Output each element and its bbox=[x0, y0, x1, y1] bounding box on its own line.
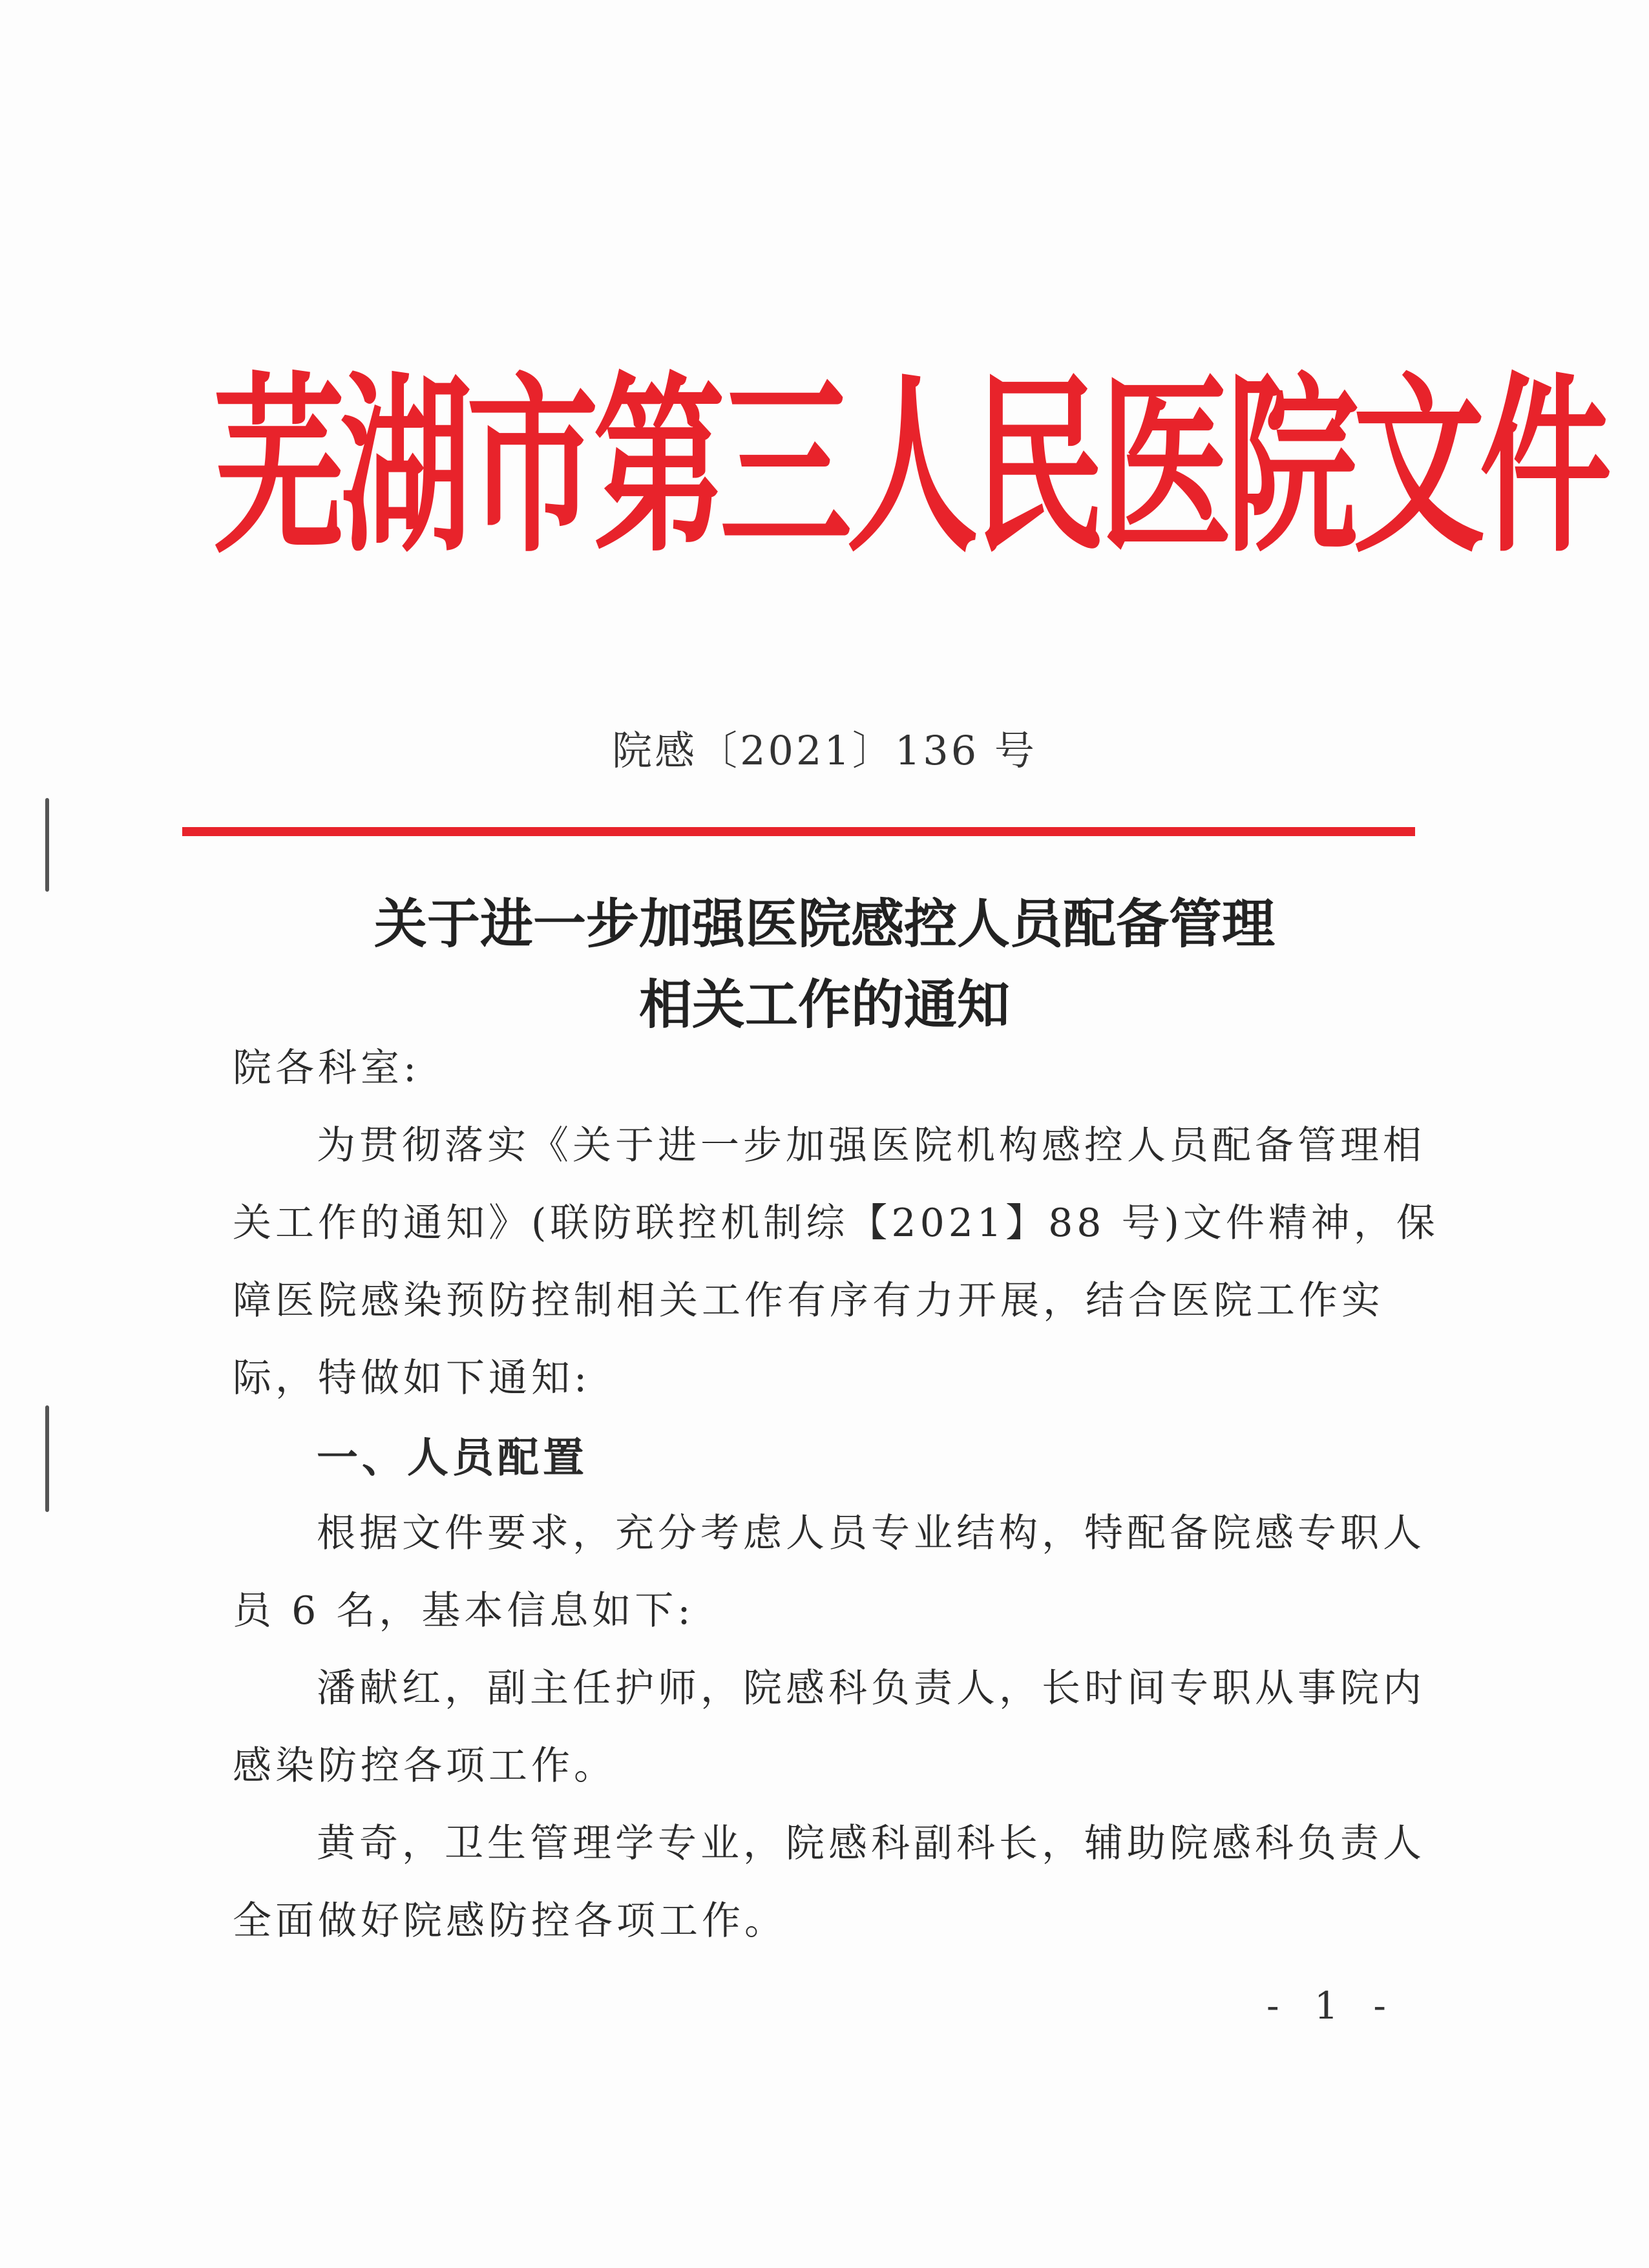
section-heading: 一、人员配置 bbox=[317, 1434, 588, 1482]
body-line: 根据文件要求，充分考虑人员专业结构，特配备院感专职人 bbox=[317, 1511, 1425, 1556]
binding-mark-bottom bbox=[45, 1405, 49, 1512]
body-line: 际，特做如下通知: bbox=[233, 1356, 591, 1401]
body-line: 潘献红，副主任护师，院感科负责人，长时间专职从事院内 bbox=[317, 1666, 1425, 1711]
body-line: 关工作的通知》(联防联控机制综【2021】88 号)文件精神，保 bbox=[233, 1201, 1439, 1246]
notice-title-line-1: 关于进一步加强医院感控人员配备管理 bbox=[373, 893, 1275, 955]
binding-mark-top bbox=[45, 798, 49, 892]
body-line: 黄奇，卫生管理学专业，院感科副科长，辅助院感科负责人 bbox=[317, 1821, 1425, 1866]
body-line: 全面做好院感防控各项工作。 bbox=[233, 1898, 787, 1944]
page-number: - 1 - bbox=[1266, 1984, 1398, 2028]
salutation: 院各科室: bbox=[233, 1045, 421, 1091]
body-line: 感染防控各项工作。 bbox=[233, 1743, 616, 1789]
body-line: 员 6 名，基本信息如下: bbox=[233, 1588, 695, 1633]
notice-title-line-2: 相关工作的通知 bbox=[638, 974, 1010, 1036]
red-header-title: 芜湖市第三人民医院文件 bbox=[213, 357, 1606, 580]
body-line: 障医院感染预防控制相关工作有序有力开展，结合医院工作实 bbox=[233, 1278, 1384, 1323]
red-divider-rule bbox=[182, 827, 1415, 836]
document-number: 院感〔2021〕136 号 bbox=[612, 727, 1037, 774]
body-line: 为贯彻落实《关于进一步加强医院机构感控人员配备管理相 bbox=[317, 1123, 1425, 1168]
